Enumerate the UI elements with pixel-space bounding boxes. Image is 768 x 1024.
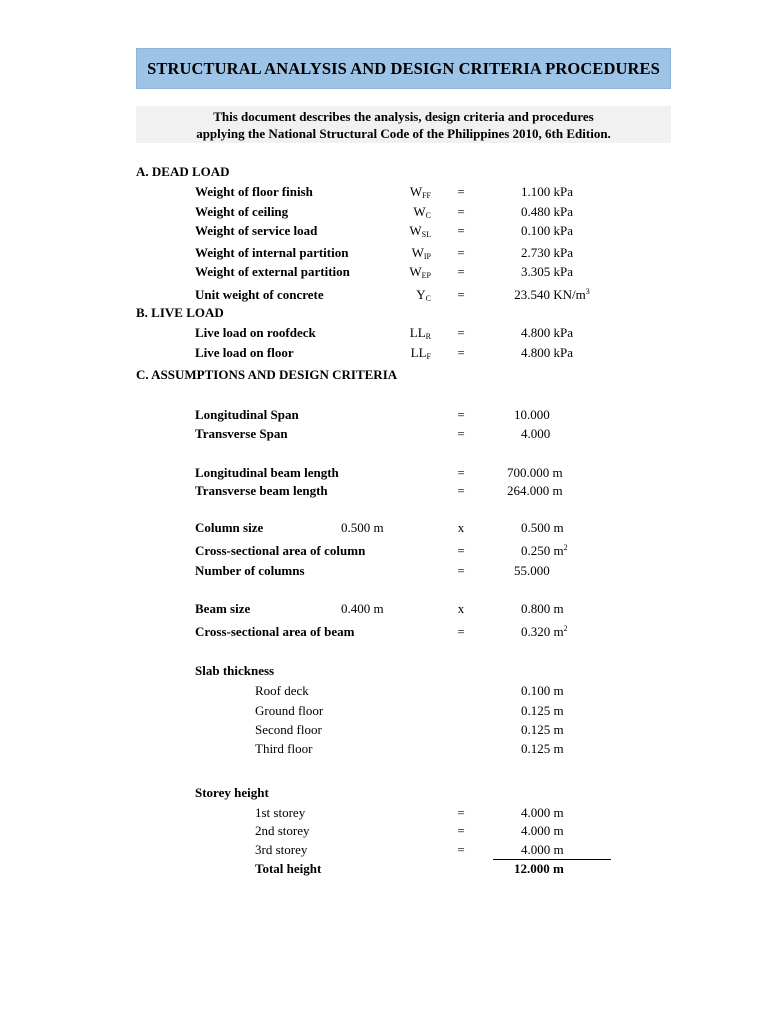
column-size-dim1: 0.500 m [341,520,384,535]
transverse-beam-label: Transverse beam length [195,483,328,498]
number-of-columns-label: Number of columns [195,563,305,578]
dead-load-heading: A. DEAD LOAD [136,164,230,179]
total-height-label: Total height [255,861,322,876]
beam-size-dim1: 0.400 m [341,601,384,616]
live-load-label: Live load on roofdeck [195,325,316,340]
page-title: STRUCTURAL ANALYSIS AND DESIGN CRITERIA PROCEDURES [147,58,660,78]
live-load-label: Live load on floor [195,345,294,360]
number-of-columns-value: 55.000 [514,563,550,578]
intro-line-1: This document describes the analysis, design criteria and procedures [213,108,594,124]
storey-row-value: 4.000 m [521,842,564,857]
column-area-label: Cross-sectional area of column [195,543,366,558]
dead-load-value: 1.100 kPa [521,184,573,199]
total-underline [493,859,611,860]
storey-row-label: 1st storey [255,805,306,820]
dead-load-symbol: $Y_C$ [416,287,431,303]
beam-area-label: Cross-sectional area of beam [195,624,355,639]
live-load-symbol: $LL_F$ [410,345,431,361]
column-size-dim2: 0.500 m [521,520,564,535]
longitudinal-span-label: Longitudinal Span [195,407,299,422]
equals-sign: = [457,624,465,639]
title-banner [136,48,671,89]
equals-sign: = [457,223,465,238]
live-load-symbol: $LL_R$ [409,325,431,341]
dead-load-label: Weight of service load [195,223,318,238]
beam-size-dim2: 0.800 m [521,601,564,616]
times-sign: x [457,601,465,616]
storey-row-label: 3rd storey [255,842,308,857]
transverse-span-value: 4.000 [521,426,551,441]
transverse-span-label: Transverse Span [195,426,288,441]
dead-load-symbol: $W_{IP}$ [411,245,431,261]
dead-load-label: Weight of floor finish [195,184,313,199]
slab-row-label: Second floor [255,722,322,737]
dead-load-symbol: $W_{SL}$ [409,223,431,239]
dead-load-value: 2.730 kPa [521,245,573,260]
slab-row-label: Roof deck [255,683,309,698]
storey-row-value: 4.000 m [521,823,564,838]
equals-sign: = [457,842,465,857]
equals-sign: = [457,345,465,360]
dead-load-value: 0.100 kPa [521,223,573,238]
equals-sign: = [457,426,465,441]
equals-sign: = [457,184,465,199]
equals-sign: = [457,483,465,498]
longitudinal-span-value: 10.000 [514,407,550,422]
dead-load-value: 23.540 $KN/m^3$ [514,287,590,302]
intro-line-2: applying the National Structural Code of the Philippines 2010, 6th Edition. [196,125,611,141]
beam-size-label: Beam size [195,601,251,616]
equals-sign: = [457,823,465,838]
slab-row-value: 0.125 m [521,722,564,737]
dead-load-symbol: $W_C$ [413,204,431,220]
column-area-value: 0.250 $m^2$ [521,543,568,558]
longitudinal-beam-value: 700.000 m [507,465,563,480]
equals-sign: = [457,287,465,302]
equals-sign: = [457,325,465,340]
slab-row-label: Third floor [255,741,313,756]
dead-load-label: Weight of internal partition [195,245,349,260]
longitudinal-beam-label: Longitudinal beam length [195,465,339,480]
times-sign: x [457,520,465,535]
equals-sign: = [457,264,465,279]
storey-row-label: 2nd storey [255,823,310,838]
equals-sign: = [457,245,465,260]
dead-load-value: 3.305 kPa [521,264,573,279]
slab-row-value: 0.125 m [521,703,564,718]
slab-thickness-label: Slab thickness [195,663,275,678]
beam-area-value: 0.320 $m^2$ [521,624,568,639]
equals-sign: = [457,563,465,578]
transverse-beam-value: 264.000 m [507,483,563,498]
equals-sign: = [457,204,465,219]
equals-sign: = [457,465,465,480]
dead-load-symbol: $W_{EP}$ [409,264,431,280]
total-height-value: 12.000 m [514,861,564,876]
storey-row-value: 4.000 m [521,805,564,820]
equals-sign: = [457,543,465,558]
dead-load-label: Weight of external partition [195,264,350,279]
dead-load-label: Unit weight of concrete [195,287,324,302]
equals-sign: = [457,407,465,422]
dead-load-label: Weight of ceiling [195,204,289,219]
live-load-heading: B. LIVE LOAD [136,305,224,320]
dead-load-value: 0.480 kPa [521,204,573,219]
assumptions-heading: C. ASSUMPTIONS AND DESIGN CRITERIA [136,367,398,382]
dead-load-symbol: $W_{FF}$ [409,184,431,200]
slab-row-label: Ground floor [255,703,324,718]
column-size-label: Column size [195,520,264,535]
slab-row-value: 0.125 m [521,741,564,756]
live-load-value: 4.800 kPa [521,325,573,340]
slab-row-value: 0.100 m [521,683,564,698]
intro-box [136,106,671,143]
equals-sign: = [457,805,465,820]
live-load-value: 4.800 kPa [521,345,573,360]
storey-height-label: Storey height [195,785,269,800]
